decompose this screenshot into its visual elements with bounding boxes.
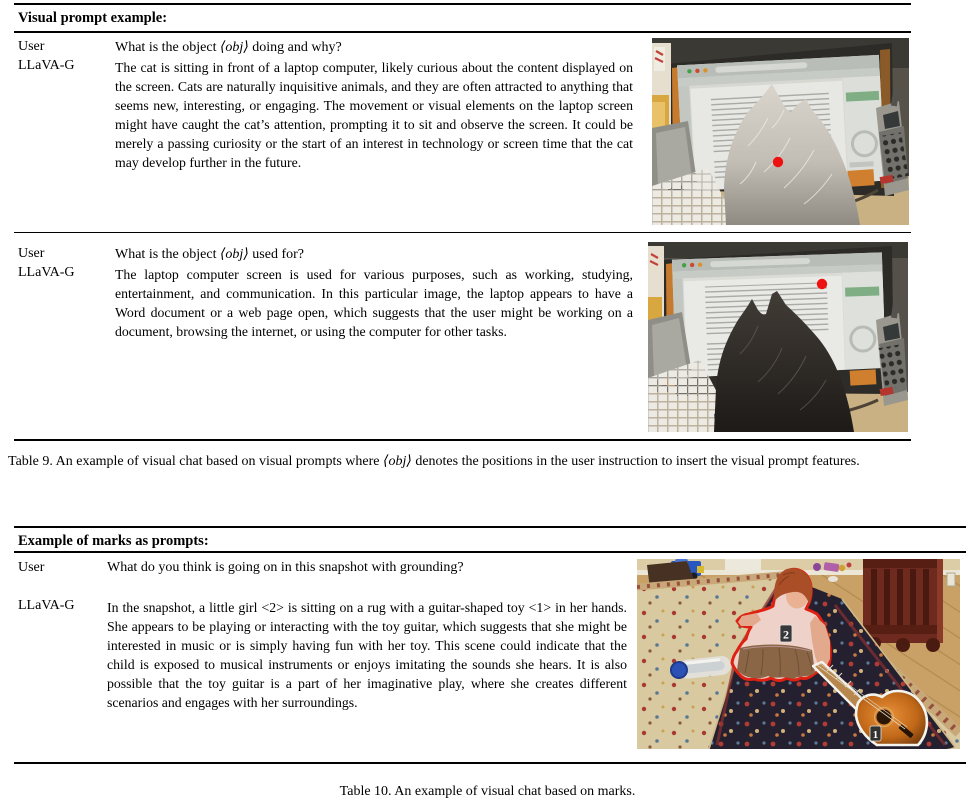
- table9-row2-question: [115, 246, 304, 263]
- obj-token: ⟨obj⟩: [382, 454, 412, 469]
- table9-row1-user-label: User: [18, 39, 45, 54]
- question-text: What is the object: [115, 40, 220, 55]
- table9-header-rule: [14, 31, 911, 33]
- visual-prompt-dot: [773, 157, 783, 167]
- table10-header: Example of marks as prompts:: [18, 533, 209, 549]
- table10-answer: In the snapshot, a little girl <2> is sitting on a rug with a guitar-shaped toy <1> in her hands. She appears to be playing or interacting with the toy guitar, which suggests that she might be interested in music or is simply having fun with her toy. This scene could indicate that the child is exposed to musical instruments or enjoys imitating the sounds she hears. It is also possible that the toy guitar is a part of her imaginative play, where she creates different scenarios and engages with her surroundings.: [107, 600, 627, 710]
- cat-monitor-scene: [652, 38, 909, 225]
- question-text: What is the object: [115, 247, 220, 262]
- table9-row2-user-label: User: [18, 246, 45, 261]
- cat-monitor-scene-2: [648, 242, 908, 432]
- table9-row1-question: [115, 39, 342, 56]
- table9-row2-assistant-label: LLaVA-G: [18, 265, 75, 280]
- question-text: used for?: [248, 247, 304, 262]
- table9-caption: [8, 452, 923, 471]
- table10-user-label: User: [18, 560, 45, 575]
- table9-row2-answer: The laptop computer screen is used for various purposes, such as working, studying, entertainment, and communication. In this particular image, the laptop appears to have a Word document or a web page open, which suggests that the user might be working on a document, browsing the internet, or using the computer for other tasks.: [115, 267, 633, 339]
- figure-girl-guitar-photo: [637, 559, 960, 749]
- question-text: doing and why?: [248, 40, 342, 55]
- caption-text: denotes the positions in the user instruction to insert the visual prompt features.: [411, 454, 860, 469]
- wall-outlet: [947, 573, 955, 586]
- mark-label-girl: 2: [783, 627, 789, 642]
- table10-assistant-label: LLaVA-G: [18, 598, 75, 613]
- table9-row1-answer: The cat is sitting in front of a laptop computer, likely curious about the content displayed on the screen. Cats are naturally inquisitive animals, and they are often attracted to anything that seems new, interesting, or engaging. The movement or visual elements on the laptop screen might have caught the cat’s attention, prompting it to sit and observe the screen. It could be merely a passing curiosity or the start of an interest in technology or screen time that the cat may develop further in the future.: [115, 60, 633, 170]
- obj-token: ⟨obj⟩: [219, 40, 249, 55]
- table9-header: Visual prompt example:: [18, 10, 168, 26]
- table9-mid-rule: [14, 232, 911, 233]
- table10-bottom-rule: [14, 762, 966, 764]
- table9-bottom-rule: [14, 439, 911, 441]
- visual-prompt-dot: [817, 279, 827, 289]
- girl-guitar-scene: [637, 559, 960, 749]
- table10-header-rule: [14, 551, 966, 553]
- table9-row1-assistant-label: LLaVA-G: [18, 58, 75, 73]
- table10-caption: Table 10. An example of visual chat based on marks.: [339, 784, 636, 799]
- obj-token: ⟨obj⟩: [219, 247, 249, 262]
- caption-text: Table 9. An example of visual chat based on visual prompts where: [8, 454, 383, 469]
- mark-label-guitar: 1: [872, 729, 879, 741]
- table10-question: What do you think is going on in this snapshot with grounding?: [107, 560, 464, 575]
- table9-top-rule: [14, 3, 911, 5]
- wood-cabinet: [863, 559, 943, 652]
- figure-cat-highlighted-photo: [652, 38, 909, 225]
- table10-top-rule: [14, 526, 966, 528]
- figure-cat-photo: [648, 242, 908, 432]
